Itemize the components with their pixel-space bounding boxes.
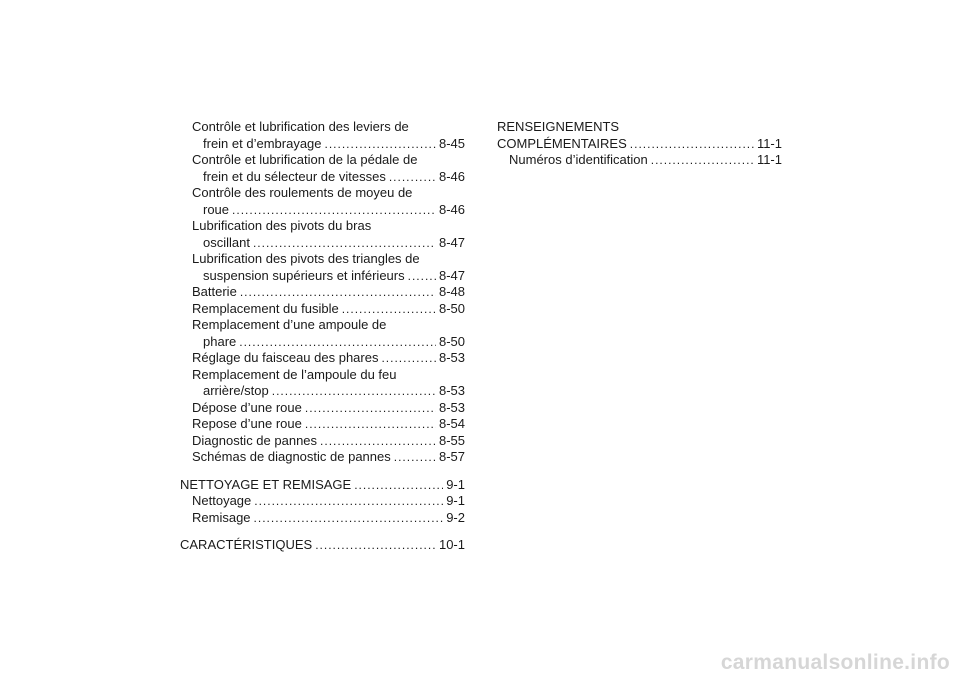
leader-dots xyxy=(239,334,436,351)
leader-dots xyxy=(305,416,436,433)
toc-entry[interactable] xyxy=(180,218,465,251)
toc-page-number: 8-50 xyxy=(438,333,465,349)
leader-dots xyxy=(305,400,436,417)
leader-dots xyxy=(254,493,443,510)
toc-chapter-title: COMPLÉMENTAIRES xyxy=(497,135,627,151)
leader-dots xyxy=(354,477,443,494)
toc-entry-text: roue xyxy=(203,201,230,217)
section-gap xyxy=(180,466,465,477)
toc-page-number: 8-54 xyxy=(438,416,465,431)
leader-dots xyxy=(254,510,444,527)
toc-entry-text: Contrôle et lubrification de la pédale de xyxy=(192,152,418,167)
toc-chapter-title: RENSEIGNEMENTS xyxy=(497,119,620,134)
leader-dots xyxy=(272,383,436,400)
toc-entry-text: Schémas de diagnostic de pannes xyxy=(192,449,391,464)
toc-entry[interactable] xyxy=(180,317,465,350)
toc-page-number: 8-48 xyxy=(438,284,465,299)
toc-entry[interactable] xyxy=(180,185,465,218)
toc-page-number: 11-1 xyxy=(756,135,782,151)
toc-entry-text: Lubrification des pivots des triangles de xyxy=(192,251,420,266)
toc-entry[interactable] xyxy=(180,152,465,185)
toc-page-number: 11-1 xyxy=(756,152,782,167)
toc-entry[interactable] xyxy=(180,449,465,466)
toc-entry-text: Dépose d’une roue xyxy=(192,399,302,415)
toc-entry[interactable] xyxy=(180,119,465,152)
toc-page-number: 8-45 xyxy=(438,135,465,151)
leader-dots xyxy=(651,152,754,169)
toc-page-number: 9-1 xyxy=(446,476,465,492)
toc-chapter-title: CARACTÉRISTIQUES xyxy=(180,537,313,552)
watermark: carmanualsonline.info xyxy=(720,651,950,674)
toc-chapter-title: NETTOYAGE ET REMISAGE xyxy=(180,476,352,492)
toc-page-number: 9-1 xyxy=(446,493,465,508)
toc-entry[interactable] xyxy=(180,493,465,510)
section-gap xyxy=(180,526,465,537)
toc-entry-text: Repose d’une roue xyxy=(192,416,302,431)
toc-entry-text: suspension supérieurs et inférieurs xyxy=(203,267,405,283)
toc-page-number: 8-53 xyxy=(438,350,465,365)
toc-entry[interactable] xyxy=(180,367,465,400)
toc-entry-text: Diagnostic de pannes xyxy=(192,432,318,448)
toc-entry[interactable] xyxy=(180,284,465,301)
leader-dots xyxy=(381,350,436,367)
leader-dots xyxy=(240,284,436,301)
toc-entry-text: Remplacement d’une ampoule de xyxy=(192,317,387,332)
toc-entry-text: Remplacement de l’ampoule du feu xyxy=(192,366,397,382)
leader-dots xyxy=(389,169,436,186)
leader-dots xyxy=(325,136,436,153)
toc-page-number: 8-50 xyxy=(438,300,465,316)
toc-page-number: 8-57 xyxy=(438,449,465,464)
toc-entry[interactable] xyxy=(180,301,465,318)
toc-entry-text: Batterie xyxy=(192,284,237,299)
toc-entry-text: arrière/stop xyxy=(203,383,269,398)
toc-chapter[interactable] xyxy=(180,477,465,494)
toc-page-number: 8-46 xyxy=(438,168,465,184)
leader-dots xyxy=(394,449,436,466)
leader-dots xyxy=(342,301,436,318)
toc-entry-text: phare xyxy=(203,333,237,349)
toc-entry[interactable] xyxy=(180,400,465,417)
toc-chapter[interactable] xyxy=(497,119,782,152)
toc-page-number: 8-53 xyxy=(438,399,465,415)
leader-dots xyxy=(630,136,754,153)
toc-entry[interactable] xyxy=(180,510,465,527)
toc-entry-text: oscillant xyxy=(203,234,250,250)
toc-entry[interactable] xyxy=(180,251,465,284)
leader-dots xyxy=(408,268,436,285)
toc-page-number: 8-53 xyxy=(438,383,465,398)
toc-entry-text: Réglage du faisceau des phares xyxy=(192,350,379,365)
toc-entry[interactable] xyxy=(180,433,465,450)
leader-dots xyxy=(253,235,436,252)
toc-entry-text: frein et d’embrayage xyxy=(203,135,322,151)
toc-entry-text: Remplacement du fusible xyxy=(192,300,339,316)
toc-entry-text: Numéros d’identification xyxy=(509,152,648,167)
toc-left-column xyxy=(180,119,465,554)
toc-entry-text: Lubrification des pivots du bras xyxy=(192,218,372,233)
leader-dots xyxy=(315,537,436,554)
leader-dots xyxy=(232,202,436,219)
toc-page-number: 8-55 xyxy=(438,432,465,448)
toc-chapter[interactable] xyxy=(180,537,465,554)
toc-entry[interactable] xyxy=(180,350,465,367)
toc-page-number: 10-1 xyxy=(438,537,465,552)
toc-page-number: 8-47 xyxy=(438,267,465,283)
toc-entry[interactable] xyxy=(180,416,465,433)
toc-entry[interactable] xyxy=(497,152,782,169)
toc-right-column xyxy=(497,119,782,169)
toc-entry-text: Remisage xyxy=(192,509,251,525)
toc-entry-text: frein et du sélecteur de vitesses xyxy=(203,168,386,184)
toc-entry-text: Nettoyage xyxy=(192,493,252,508)
toc-page-number: 9-2 xyxy=(446,509,465,525)
toc-page-number: 8-47 xyxy=(438,234,465,250)
toc-entry-text: Contrôle des roulements de moyeu de xyxy=(192,185,413,200)
leader-dots xyxy=(320,433,436,450)
toc-entry-text: Contrôle et lubrification des leviers de xyxy=(192,119,409,134)
toc-page-number: 8-46 xyxy=(438,201,465,217)
